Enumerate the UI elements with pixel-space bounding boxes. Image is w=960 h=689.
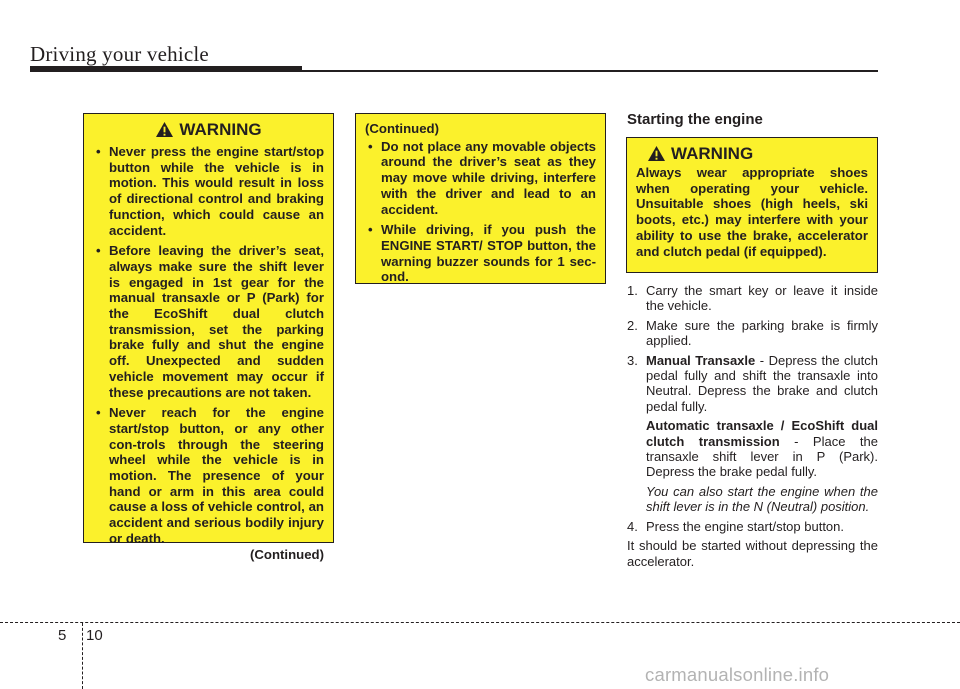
step-number: 4. bbox=[627, 518, 638, 534]
step-number: 2. bbox=[627, 317, 638, 333]
header-title: Driving your vehicle bbox=[30, 42, 209, 66]
step-label: Automatic transaxle / EcoShift dual clutch transmission bbox=[646, 418, 878, 449]
step-2 bbox=[627, 318, 878, 349]
closing-text: It should be started without depressing the accelerator. bbox=[627, 538, 878, 569]
step-text: - Place the transaxle shift lever in P (Park). Depress the brake pedal fully. bbox=[646, 433, 878, 480]
warning-item: • Do not place any movable objects around the driver’s seat as they may move while driving, interfere with the driver and lead to an accident. bbox=[365, 139, 596, 218]
step-1 bbox=[627, 283, 878, 314]
step-sub bbox=[646, 418, 878, 480]
warning-list bbox=[93, 144, 324, 547]
warning-box-shoes bbox=[626, 137, 878, 273]
header-rule-thick bbox=[30, 66, 302, 72]
footer-rule bbox=[0, 622, 960, 623]
warning-header bbox=[93, 121, 324, 138]
step-text: Carry the smart key or leave it inside the vehicle. bbox=[646, 283, 878, 314]
step-4 bbox=[627, 519, 878, 534]
watermark: carmanualsonline.info bbox=[645, 664, 830, 685]
warning-item: • Never press the engine start/stop button while the vehicle is in motion. This would result in loss of directional control and braking function, which could cause an accident. bbox=[93, 144, 324, 238]
chapter-number: 5 bbox=[58, 627, 67, 644]
footer-divider bbox=[82, 623, 83, 689]
step-number: 3. bbox=[627, 352, 638, 368]
warning-item: • Never reach for the engine start/stop button, or any other con-trols through the steering wheel while the vehicle is in motion. The presence of your hand or arm in this area could cause a loss of vehicle control, an accident and serious bodily injury or death. bbox=[93, 405, 324, 546]
start-steps bbox=[627, 283, 878, 569]
step-number: 1. bbox=[627, 283, 638, 298]
warning-triangle-icon bbox=[155, 121, 174, 138]
continued-label: (Continued) bbox=[250, 546, 324, 562]
section-title: Starting the engine bbox=[627, 111, 763, 128]
step-note: You can also start the engine when the shift lever is in the N (Neutral) position. bbox=[646, 483, 878, 515]
warning-title: WARNING bbox=[671, 143, 754, 163]
warning-text: Always wear appropriate shoes when operating your vehicle. Unsuitable shoes (high heels, ski boots, etc.) may interfere with your ability to use the brake, accelerator and clutch pedal (if equipped). bbox=[636, 165, 868, 259]
warning-list bbox=[365, 139, 596, 285]
step-label: Manual Transaxle bbox=[646, 352, 756, 368]
warning-header bbox=[636, 145, 868, 162]
page-number: 10 bbox=[86, 627, 103, 644]
warning-triangle-icon bbox=[647, 145, 666, 162]
continued-label: (Continued) bbox=[365, 121, 439, 136]
warning-item: • Before leaving the driver’s seat, always make sure the shift lever is engaged in 1st gear for the manual transaxle or P (Park) for the EcoShift dual clutch transmission, set the parking brake fully and shut the engine off. Unexpected and sudden vehicle movement may occur if these precautions are not taken. bbox=[93, 243, 324, 400]
warning-box-engine-button bbox=[83, 113, 334, 562]
step-text: Press the engine start/stop button. bbox=[646, 518, 845, 534]
warning-box-continued bbox=[355, 113, 606, 284]
warning-item: • While driving, if you push the ENGINE START/ STOP button, the warning buzzer sounds for 1 sec-ond. bbox=[365, 222, 596, 285]
header-rule-thin bbox=[302, 70, 878, 72]
step-text: Make sure the parking brake is firmly applied. bbox=[646, 317, 878, 349]
step-3 bbox=[627, 353, 878, 515]
warning-title: WARNING bbox=[179, 119, 262, 139]
step-text: - Depress the clutch pedal fully and shift the transaxle into Neutral. Depress the brake and clutch pedal fully. bbox=[646, 352, 878, 414]
